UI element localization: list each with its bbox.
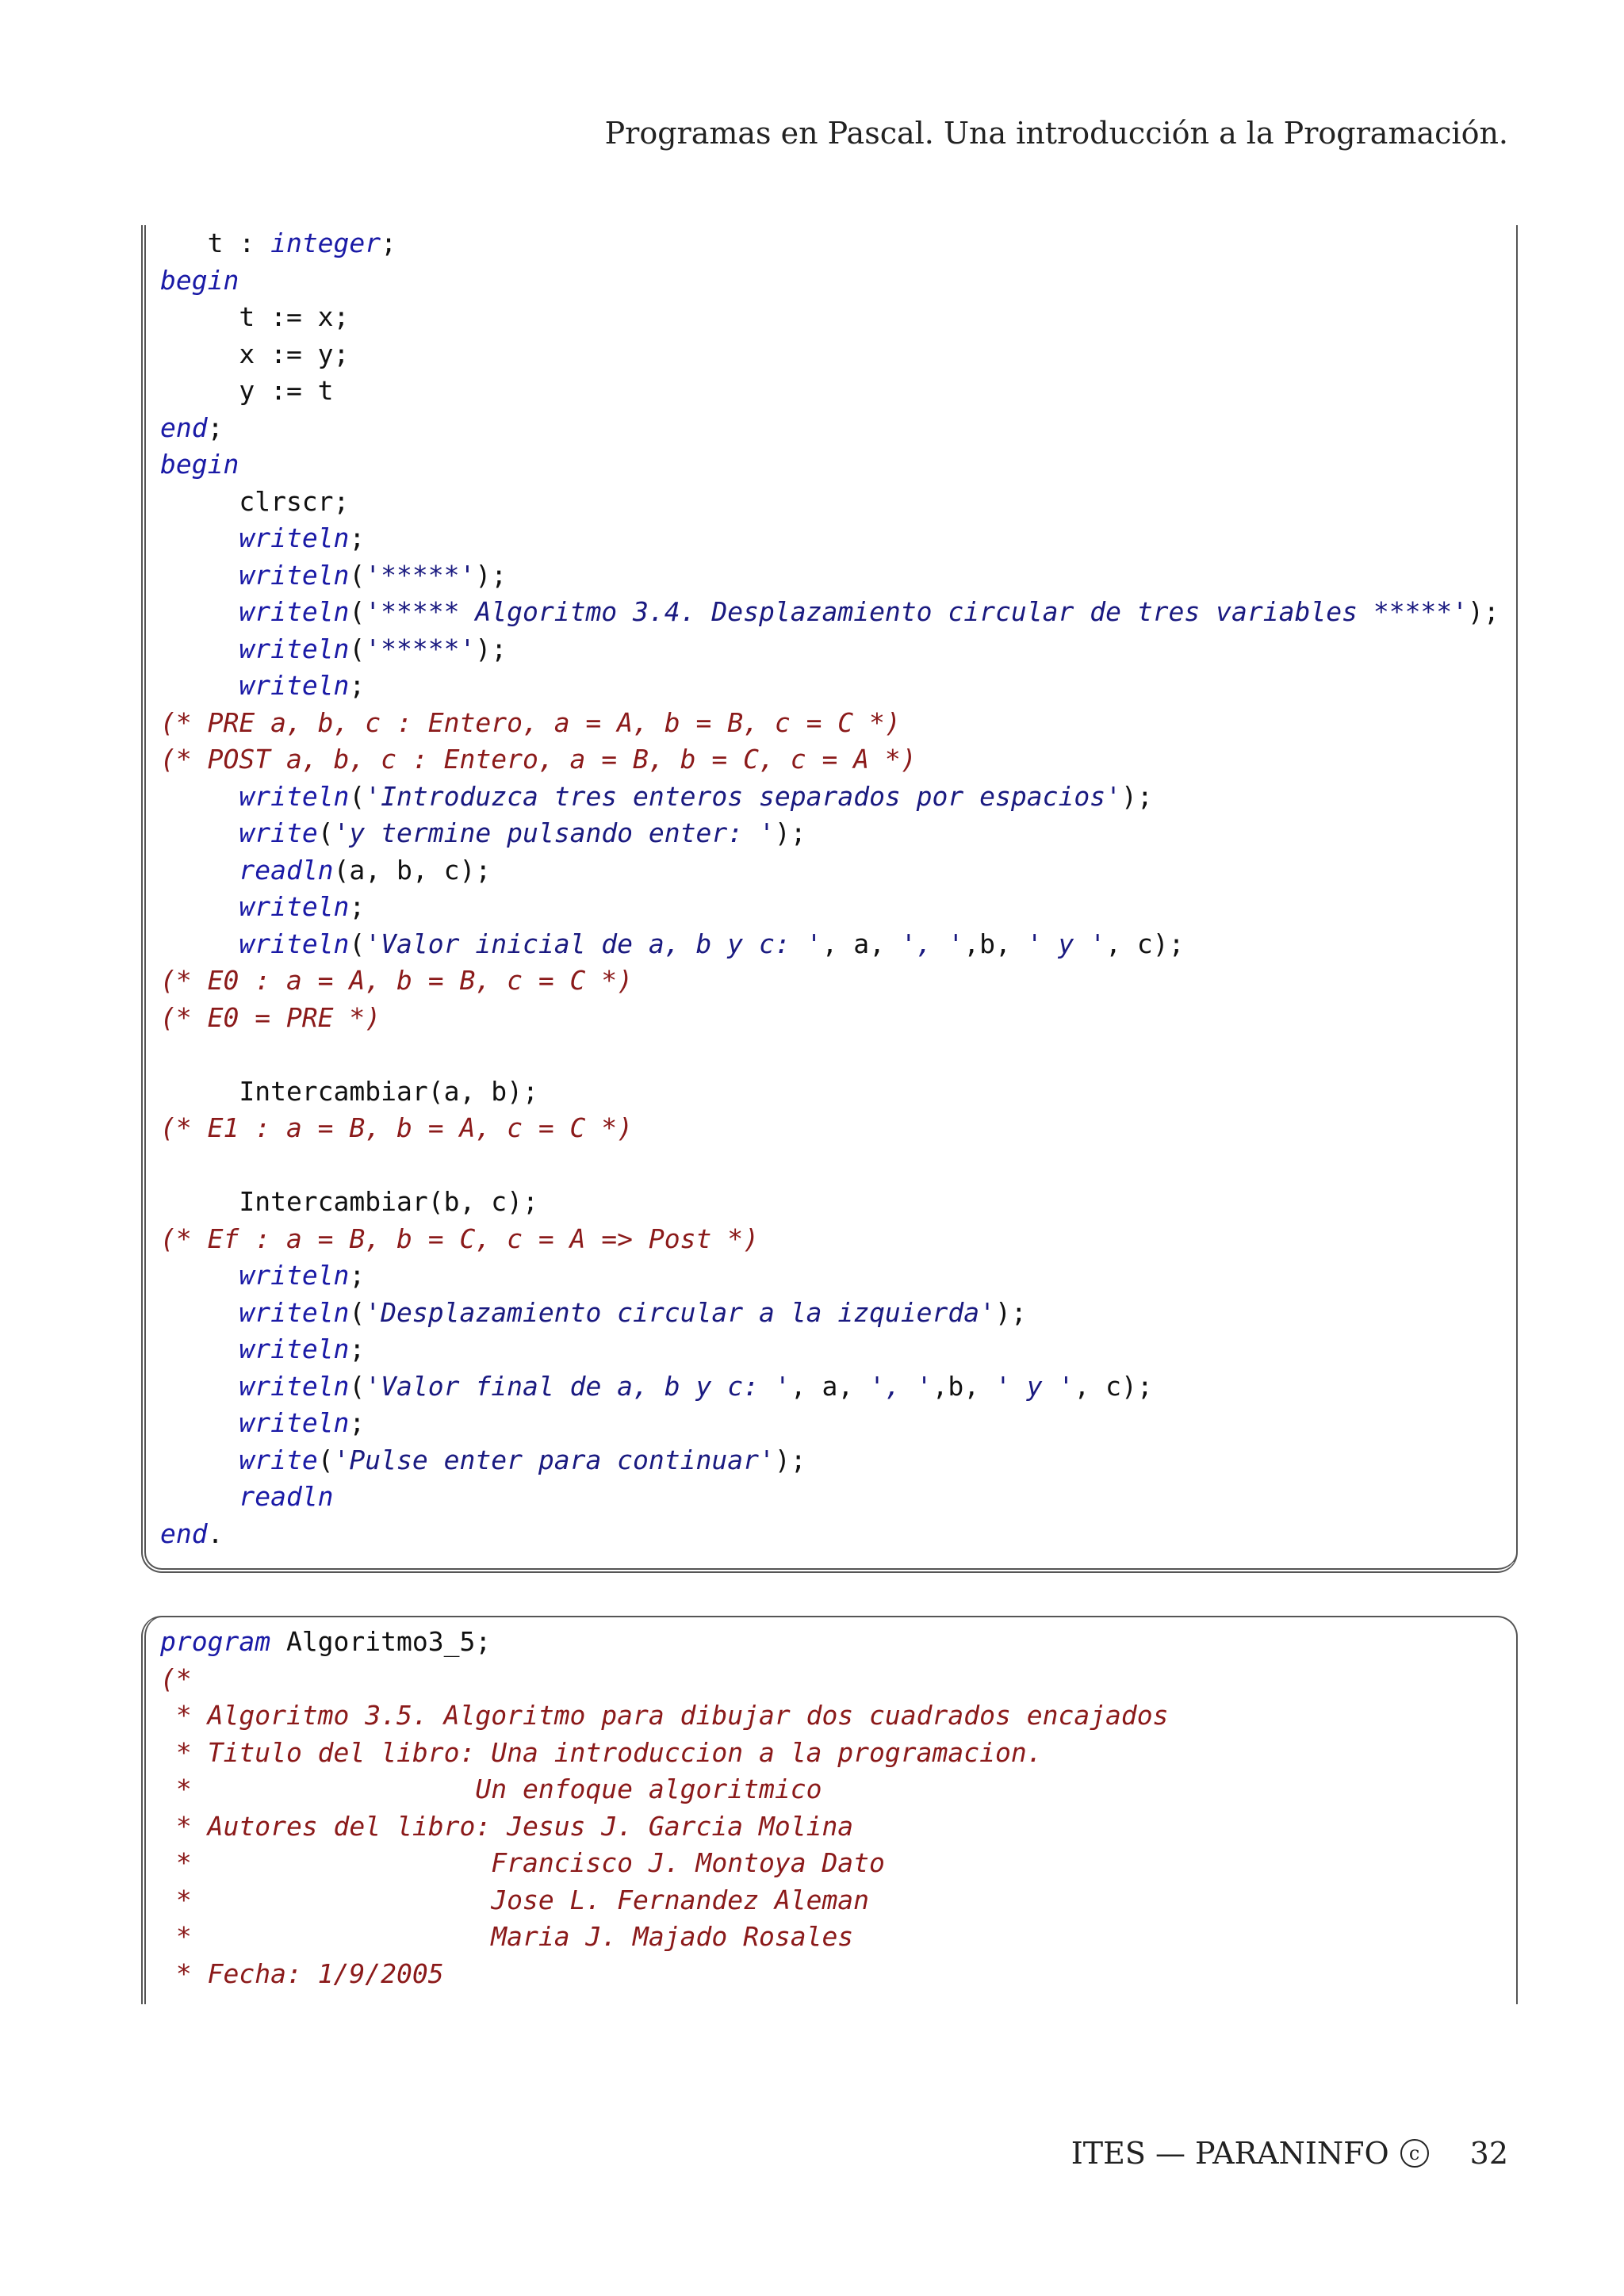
code-text: ; [349, 1334, 366, 1364]
publisher-name: ITES — PARANINFO [1071, 2136, 1389, 2171]
code-string: 'Desplazamiento circular a la izquierda' [365, 1296, 996, 1328]
code-listing-algoritmo-3-5 [141, 1616, 1518, 2004]
code-text [160, 633, 239, 664]
code-string: ', ' [900, 928, 964, 959]
code-line [160, 594, 1516, 631]
code-text: ,b, [963, 928, 1027, 959]
code-text [160, 817, 239, 848]
code-line [160, 299, 1516, 336]
code-line [160, 1882, 1516, 1919]
code-keyword: end [160, 1517, 208, 1549]
code-text [160, 855, 239, 886]
code-line [160, 705, 1516, 742]
code-keyword: begin [160, 264, 239, 296]
code-comment: (* E0 : a = A, b = B, c = C *) [160, 965, 634, 996]
running-title: Programas en Pascal. Una introducción a la Programación. [604, 116, 1508, 151]
code-text: , c); [1074, 1370, 1153, 1402]
code-string: ' y ' [1026, 928, 1106, 959]
code-text: ); [1468, 596, 1500, 627]
code-line [160, 1000, 1516, 1037]
code-comment: (* E0 = PRE *) [160, 1001, 381, 1033]
code-keyword: writeln [239, 633, 350, 664]
code-keyword: program [160, 1626, 271, 1657]
code-line [160, 1221, 1516, 1258]
code-text [160, 522, 239, 553]
code-line [160, 1661, 1516, 1698]
code-text: ,b, [932, 1370, 996, 1402]
code-line [160, 1073, 1516, 1111]
code-string: 'Valor inicial de a, b y c: ' [365, 928, 822, 959]
code-line [160, 668, 1516, 705]
code-text: Algoritmo3_5; [270, 1626, 492, 1657]
code-comment: * Jose L. Fernandez Aleman [160, 1884, 870, 1915]
code-text: clrscr; [160, 485, 350, 517]
code-text: ); [475, 633, 508, 664]
code-text: (a, b, c); [333, 854, 492, 886]
code-line [160, 962, 1516, 1000]
code-keyword: integer [270, 228, 381, 258]
code-text: ; [349, 522, 366, 553]
code-line [160, 1257, 1516, 1295]
code-keyword: writeln [239, 1260, 350, 1291]
code-text: ); [475, 559, 508, 591]
code-keyword: writeln [239, 670, 350, 701]
code-line [160, 1405, 1516, 1442]
code-keyword: writeln [239, 559, 350, 591]
code-line [160, 741, 1516, 779]
code-text: ; [349, 670, 366, 701]
code-line [160, 1735, 1516, 1772]
code-line [160, 815, 1516, 852]
code-text: ); [1120, 780, 1153, 812]
code-text: ; [349, 1260, 366, 1291]
code-text: Intercambiar(a, b); [160, 1075, 538, 1107]
code-string: 'Valor final de a, b y c: ' [365, 1370, 791, 1402]
copyright-icon: c [1400, 2139, 1429, 2168]
code-line [160, 1919, 1516, 1956]
code-text: , a, [822, 928, 901, 959]
code-text [160, 596, 239, 627]
code-text: ; [349, 1407, 366, 1438]
code-line [160, 1956, 1516, 1993]
code-string: 'Pulse enter para continuar' [333, 1444, 775, 1475]
code-text: ( [349, 596, 366, 627]
code-text: ( [349, 559, 366, 591]
code-keyword: writeln [239, 780, 350, 812]
code-line [160, 557, 1516, 595]
code-keyword: writeln [239, 596, 350, 627]
code-text: ( [349, 1296, 366, 1328]
code-text: , c); [1105, 928, 1185, 959]
code-line [160, 1624, 1516, 1661]
code-text: ; [381, 228, 397, 258]
code-line [160, 1697, 1516, 1735]
code-text [160, 1260, 239, 1291]
code-text [160, 1334, 239, 1364]
code-keyword: begin [160, 449, 239, 480]
code-line [160, 1771, 1516, 1808]
code-string: ' y ' [995, 1370, 1074, 1402]
code-text: t := x; [160, 301, 350, 332]
code-line [160, 1479, 1516, 1516]
code-comment: * Titulo del libro: Una introduccion a la programacion. [160, 1736, 1043, 1768]
code-line [160, 889, 1516, 926]
code-line [160, 1184, 1516, 1221]
code-string: '***** Algoritmo 3.4. Desplazamiento circular de tres variables *****' [365, 596, 1469, 627]
code-text [160, 560, 239, 591]
code-text [160, 781, 239, 812]
code-text [160, 1481, 239, 1512]
code-line [160, 484, 1516, 521]
code-line [160, 410, 1516, 447]
code-keyword: writeln [239, 891, 350, 922]
code-keyword: write [239, 817, 318, 848]
page-footer [1071, 2136, 1508, 2171]
code-line [160, 373, 1516, 410]
code-line [160, 1368, 1516, 1406]
code-line [160, 1845, 1516, 1882]
code-text: . [207, 1517, 224, 1549]
code-text: t : [160, 228, 271, 258]
code-line [160, 336, 1516, 373]
code-comment: * Un enfoque algoritmico [160, 1774, 822, 1804]
code-keyword: writeln [239, 1296, 350, 1328]
code-line [160, 262, 1516, 300]
code-comment: (* POST a, b, c : Entero, a = B, b = C, c = A *) [160, 744, 917, 775]
code-text: ( [349, 633, 366, 664]
code-body [146, 1617, 1516, 1992]
code-comment: (* [160, 1663, 192, 1694]
code-line [160, 779, 1516, 816]
code-keyword: writeln [239, 928, 350, 959]
code-keyword: writeln [239, 1370, 350, 1402]
code-text [160, 1297, 239, 1328]
code-line [160, 225, 1516, 262]
code-string: 'y termine pulsando enter: ' [333, 817, 775, 848]
code-comment: (* E1 : a = B, b = A, c = C *) [160, 1112, 634, 1143]
code-line [160, 631, 1516, 668]
code-line [160, 446, 1516, 484]
code-text [160, 1445, 239, 1475]
code-text: ( [349, 780, 366, 812]
code-keyword: write [239, 1444, 318, 1475]
page-number: 32 [1469, 2136, 1508, 2171]
code-line [160, 926, 1516, 963]
code-text: ( [317, 817, 334, 848]
code-keyword: writeln [239, 1407, 350, 1438]
code-comment: * Maria J. Majado Rosales [160, 1921, 854, 1952]
code-keyword: readln [239, 1481, 334, 1512]
code-line [160, 1808, 1516, 1846]
code-keyword: readln [239, 854, 334, 886]
code-text: x := y; [160, 338, 350, 369]
code-keyword: end [160, 411, 208, 443]
code-line [160, 1036, 1516, 1073]
code-text: y := t [160, 375, 334, 406]
code-line [160, 1147, 1516, 1184]
code-comment: (* PRE a, b, c : Entero, a = A, b = B, c = C *) [160, 706, 901, 738]
code-text [160, 1371, 239, 1402]
code-string: '*****' [365, 559, 476, 591]
code-keyword: writeln [239, 522, 350, 553]
code-text: ( [317, 1444, 334, 1475]
code-text: ; [207, 411, 224, 443]
code-text: ( [349, 1370, 366, 1402]
code-string: '*****' [365, 633, 476, 664]
code-text: ( [349, 928, 366, 959]
code-comment: * Fecha: 1/9/2005 [160, 1957, 444, 1989]
code-text: Intercambiar(b, c); [160, 1186, 538, 1217]
code-line [160, 852, 1516, 890]
code-text: ); [774, 817, 806, 848]
code-text: , a, [790, 1370, 870, 1402]
code-text: ); [995, 1296, 1027, 1328]
code-comment: * Autores del libro: Jesus J. Garcia Molina [160, 1810, 854, 1842]
code-text [160, 928, 239, 959]
code-body [146, 225, 1516, 1552]
code-line [160, 520, 1516, 557]
code-string: 'Introduzca tres enteros separados por espacios' [365, 780, 1121, 812]
code-listing-algoritmo-3-4 [141, 225, 1518, 1573]
code-line [160, 1331, 1516, 1368]
code-comment: (* Ef : a = B, b = C, c = A => Post *) [160, 1223, 759, 1254]
code-comment: * Algoritmo 3.5. Algoritmo para dibujar dos cuadrados encajados [160, 1700, 1169, 1731]
code-comment: * Francisco J. Montoya Dato [160, 1847, 885, 1878]
code-line [160, 1295, 1516, 1332]
code-string: ', ' [869, 1370, 933, 1402]
code-keyword: writeln [239, 1334, 350, 1364]
code-text [160, 1407, 239, 1438]
code-line [160, 1110, 1516, 1147]
code-line [160, 1442, 1516, 1479]
code-text: ; [349, 891, 366, 922]
code-text [160, 670, 239, 701]
code-text [160, 891, 239, 922]
code-line [160, 1516, 1516, 1553]
code-text: ); [774, 1444, 806, 1475]
